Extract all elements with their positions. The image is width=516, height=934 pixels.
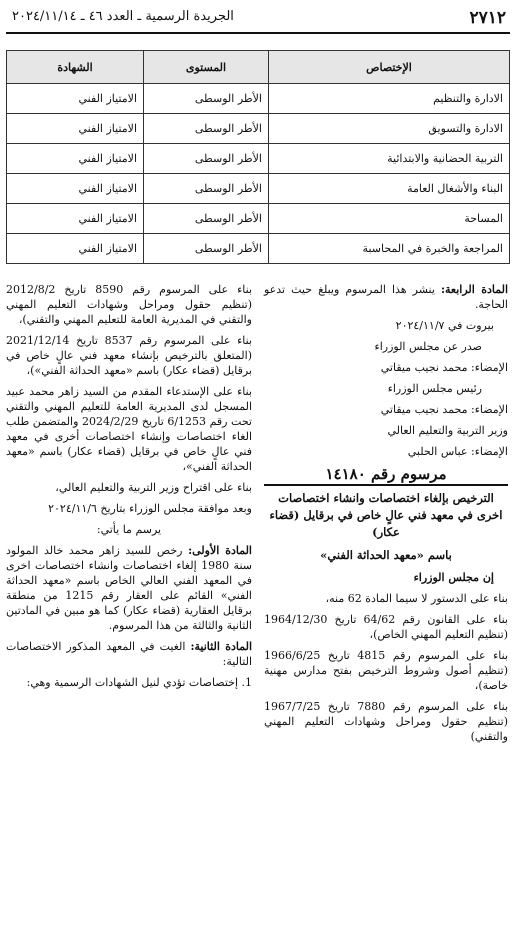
article-label: المادة الرابعة:	[440, 283, 508, 296]
recital: بناء على القانون رقم 64/62 تاريخ 1964/12/30 (تنظيم التعليم المهني الخاص)،	[264, 613, 508, 641]
article-two	[6, 639, 252, 669]
table-cell: الأطر الوسطى	[144, 144, 269, 174]
column-header: الإختصاص	[269, 51, 510, 84]
table-row	[7, 84, 510, 114]
page-number: ٢٧١٢	[469, 8, 506, 28]
decree-clause: يرسم ما يأتي:	[96, 523, 162, 536]
table-cell: الأطر الوسطى	[144, 204, 269, 234]
table-cell: الامتياز الفني	[7, 144, 144, 174]
table-row	[7, 174, 510, 204]
table-cell: الامتياز الفني	[7, 174, 144, 204]
decree-number: مرسوم رقم ١٤١٨٠	[264, 467, 508, 486]
article-text: رخص للسيد زاهر محمد خالد المولود سنة 1980 إلغاء اختصاصات وانشاء اختصاصات اخرى في المعهد الفني العالي الخاص باسم «معهد الحداثة الفني» القائم على العقار رقم 1215 من منطقة برقايل العقارية (قضاء عكار) كما هو مبين في المادتين الثانية والثالثة من هذا المرسوم.	[6, 544, 252, 632]
recital: بناء على اقتراح وزير التربية والتعليم العالي،	[55, 481, 252, 494]
table-cell: البناء والأشغال العامة	[269, 174, 510, 204]
table-cell: الامتياز الفني	[7, 234, 144, 264]
table-row	[7, 144, 510, 174]
recital: بناء على الدستور لا سيما المادة 62 منه،	[325, 592, 508, 605]
recital: بناء على المرسوم رقم 8537 تاريخ 2021/12/14 (المتعلق بالترخيص بإنشاء معهد فني عالٍ خاص في برقايل (قضاء عكار) باسم «معهد الحداثة الفني»)،	[6, 334, 252, 377]
article-label: المادة الأولى:	[188, 544, 252, 557]
issued-by: صدر عن مجلس الوزراء	[374, 340, 482, 353]
table-cell: الادارة والتسويق	[269, 114, 510, 144]
recital: بناء على المرسوم رقم 8590 تاريخ 2012/8/2 (تنظيم حقول ومراحل وشهادات التعليم المهني والتقني في المديرية العامة للتعليم المهني والتقني)،	[6, 283, 252, 326]
signature-pm-2: الإمضاء: محمد نجيب ميقاتي	[380, 403, 508, 416]
prime-minister-title: رئيس مجلس الوزراء	[387, 382, 482, 395]
article-one	[6, 543, 252, 633]
minister-title: وزير التربية والتعليم العالي	[387, 424, 508, 437]
decree-title: الترخيص بإلغاء اختصاصات وانشاء اختصاصات اخرى في معهد فني عالٍ خاص في برقايل (قضاء عكار)	[269, 491, 503, 539]
table-cell: الأطر الوسطى	[144, 84, 269, 114]
decree-title-name: باسم «معهد الحداثة الفني»	[320, 548, 452, 562]
table-header-row	[7, 51, 510, 84]
journal-title: الجريدة الرسمية ـ العدد ٤٦ ـ ٢٠٢٤/١١/١٤	[12, 9, 234, 24]
article-label: المادة الثانية:	[190, 640, 253, 653]
signature-minister: الإمضاء: عباس الحلبي	[407, 445, 508, 458]
page-header	[6, 6, 510, 34]
table-cell: المساحة	[269, 204, 510, 234]
table-cell: الامتياز الفني	[7, 204, 144, 234]
recital: بناء على المرسوم رقم 4815 تاريخ 1966/6/25 (تنظيم أصول وشروط الترخيص بفتح مدارس مهنية خاصة)،	[264, 649, 508, 692]
article-text: الغيت في المعهد المذكور الاختصاصات التالية:	[6, 640, 252, 668]
recital: بناء على المرسوم رقم 7880 تاريخ 1967/7/25 (تنظيم حقول ومراحل وشهادات التعليم المهني والتقني)	[264, 700, 508, 743]
recital: بناء على الإستدعاء المقدم من السيد زاهر محمد عبيد المسجل لدى المديرية العامة للتعليم المهني والتقني تحت رقم 6/1253 تاريخ 2024/2/29 والمتضمن طلب الغاء اختصاصات وإنشاء اختصاصات أخرى في معهد فني عالٍ خاص في برقايل (قضاء عكار) باسم «معهد الحداثة الفني»،	[6, 385, 252, 473]
specialties-table	[6, 50, 510, 264]
article-text: ينشر هذا المرسوم ويبلغ حيث تدعو الحاجة.	[264, 283, 508, 311]
article-four	[264, 282, 508, 312]
table-cell: الادارة والتنظيم	[269, 84, 510, 114]
table-cell: المراجعة والخبرة في المحاسبة	[269, 234, 510, 264]
list-item: 1. إختصاصات تؤدي لنيل الشهادات الرسمية وهي:	[26, 676, 252, 689]
recital: وبعد موافقة مجلس الوزراء بتاريخ ٢٠٢٤/١١/٦	[48, 502, 252, 515]
table-cell: الأطر الوسطى	[144, 174, 269, 204]
table-cell: الامتياز الفني	[7, 84, 144, 114]
table-cell: الأطر الوسطى	[144, 234, 269, 264]
column-header: الشهادة	[7, 51, 144, 84]
table-row	[7, 204, 510, 234]
left-column	[6, 282, 252, 696]
table-cell: التربية الحضانية والابتدائية	[269, 144, 510, 174]
table-row	[7, 114, 510, 144]
council-heading: إن مجلس الوزراء	[413, 571, 494, 584]
table-row	[7, 234, 510, 264]
column-header: المستوى	[144, 51, 269, 84]
signature-pm: الإمضاء: محمد نجيب ميقاتي	[380, 361, 508, 374]
table-cell: الامتياز الفني	[7, 114, 144, 144]
right-column	[264, 282, 508, 750]
table-cell: الأطر الوسطى	[144, 114, 269, 144]
decree-date: بيروت في ٢٠٢٤/١١/٧	[395, 319, 494, 332]
